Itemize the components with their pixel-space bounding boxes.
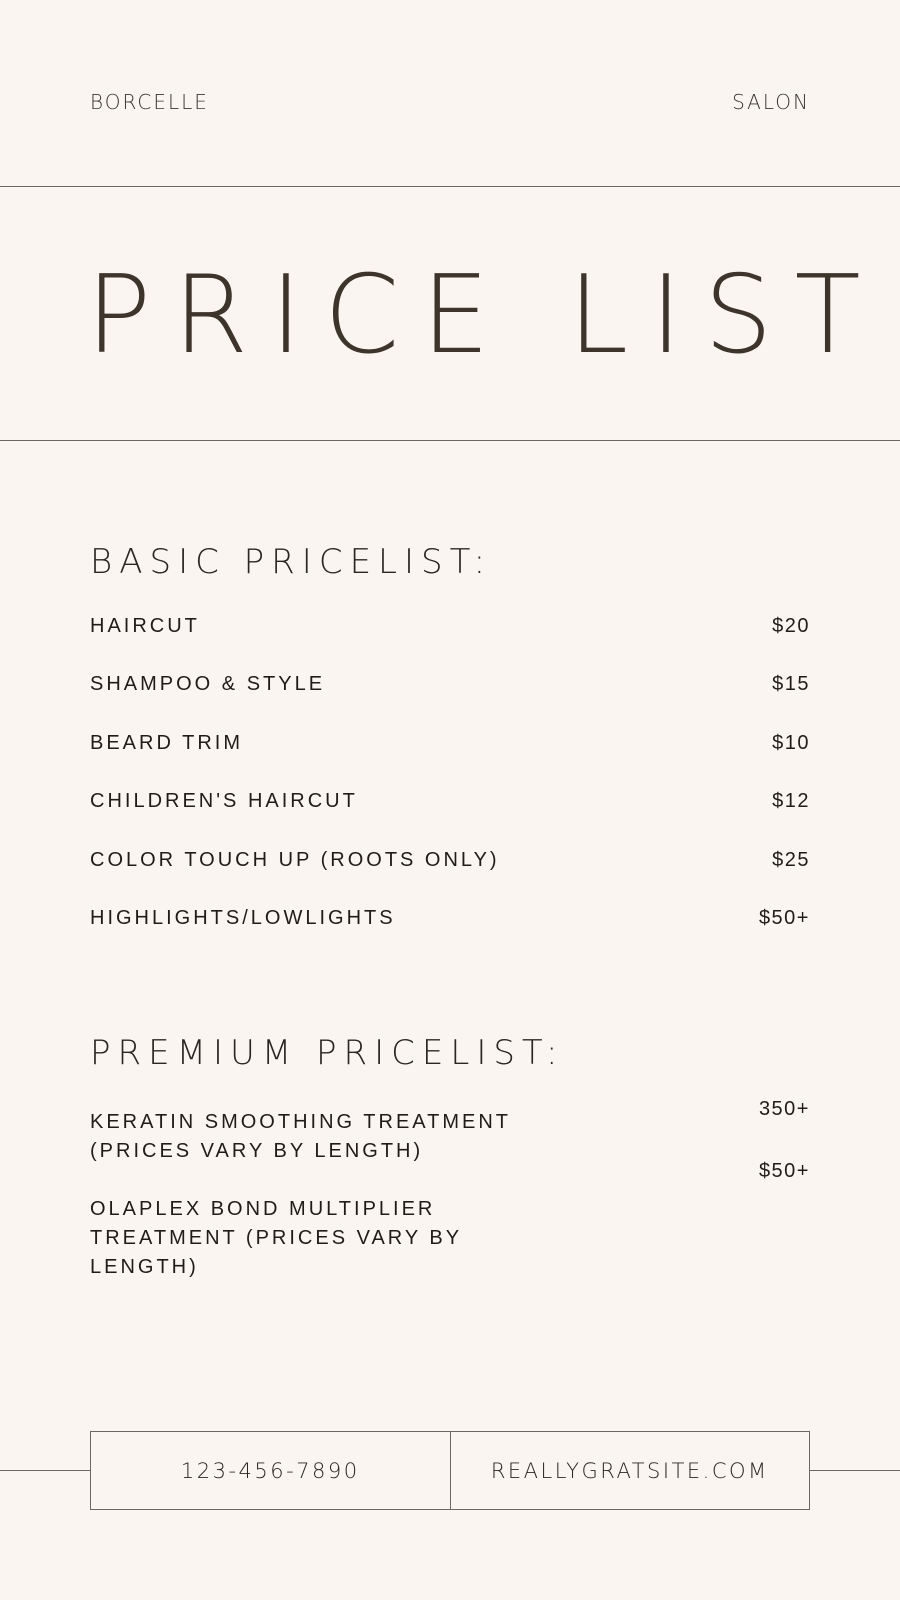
price-row (90, 786, 810, 816)
service-name: HAIRCUT (90, 615, 200, 637)
premium-pricelist-heading: PREMIUM PRICELIST: (90, 1033, 565, 1073)
contact-box (90, 1431, 810, 1510)
brand-name: BORCELLE (90, 90, 209, 114)
service-price: $25 (772, 849, 810, 871)
phone-number: 123-456-7890 (91, 1432, 451, 1509)
service-name: SHAMPOO & STYLE (90, 673, 326, 695)
website-link[interactable]: REALLYGRATSITE.COM (490, 1458, 769, 1483)
service-price: $10 (772, 732, 810, 754)
service-name: HIGHLIGHTS/LOWLIGHTS (90, 907, 396, 929)
basic-pricelist-heading: BASIC PRICELIST: (90, 542, 493, 582)
service-price: $12 (772, 790, 810, 812)
brand-tagline: SALON (732, 90, 810, 114)
service-name: COLOR TOUCH UP (ROOTS ONLY) (90, 849, 500, 871)
price-row (90, 728, 810, 758)
page-title: PRICE LIST (86, 253, 883, 378)
service-price: $20 (772, 615, 810, 637)
footer-divider-left (0, 1470, 90, 1471)
service-name: BEARD TRIM (90, 732, 243, 754)
price-row (90, 669, 810, 699)
premium-service-price: 350+ (758, 1098, 810, 1120)
footer-divider-right (810, 1470, 900, 1471)
title-divider (0, 440, 900, 441)
service-price: $50+ (758, 907, 810, 929)
price-row (90, 903, 810, 933)
premium-service-price: $50+ (758, 1160, 810, 1182)
service-price: $15 (772, 673, 810, 695)
service-name: CHILDREN'S HAIRCUT (90, 790, 358, 812)
top-divider (0, 186, 900, 187)
premium-service-name: OLAPLEX BOND MULTIPLIER TREATMENT (PRICES VARY BY LENGTH) (90, 1198, 462, 1278)
price-row (90, 845, 810, 875)
price-row (90, 611, 810, 641)
premium-service-name: KERATIN SMOOTHING TREATMENT (PRICES VARY BY LENGTH) (90, 1111, 511, 1162)
